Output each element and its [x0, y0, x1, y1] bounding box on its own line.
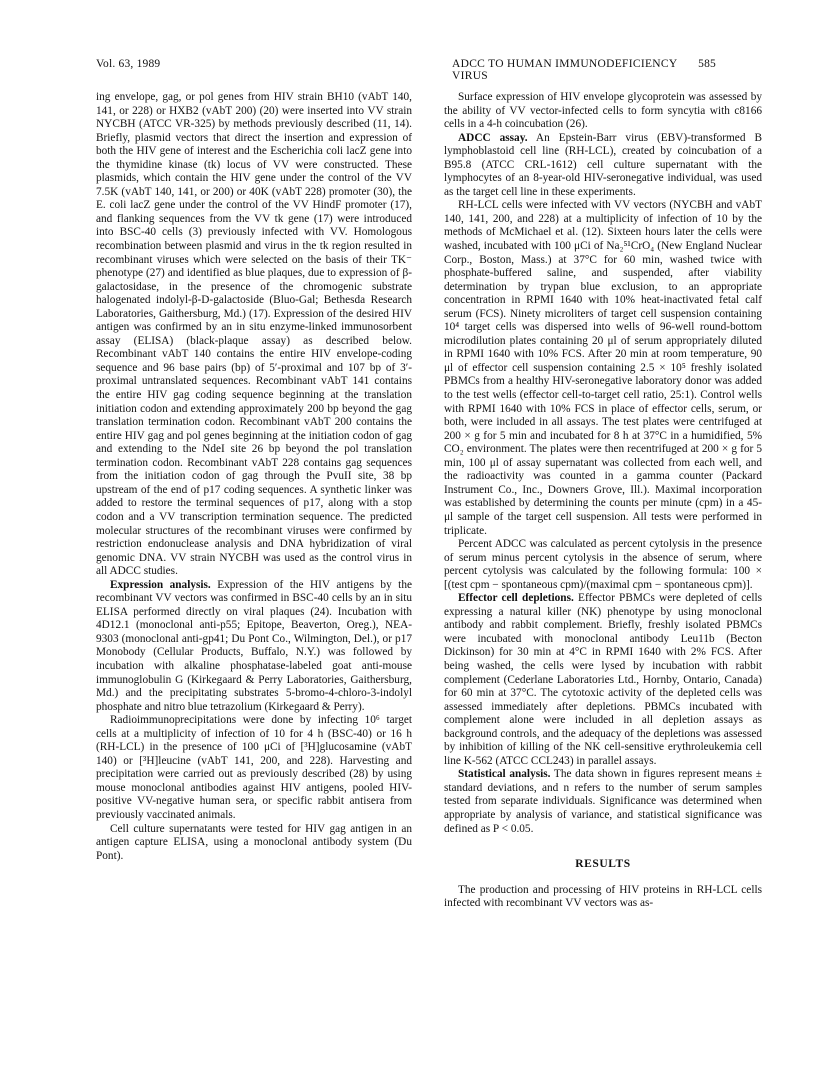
percent-adcc-paragraph: Percent ADCC was calculated as percent cytolysis in the presence of serum minus percent cytolysis in the absence of serum, where percent cytolysis was calculated by the following formula: 100 × [(test cpm − spontaneous cpm)/(maximal cpm − spontaneous cpm)].: [444, 538, 762, 591]
effector-depletion-heading: Effector cell depletions.: [458, 592, 574, 605]
results-first-paragraph: The production and processing of HIV proteins in RH-LCL cells infected with recombinant VV vectors was as-: [444, 883, 762, 910]
running-header: [96, 58, 716, 82]
volume-label: Vol. 63, 1989: [96, 58, 161, 70]
expression-analysis-text: Expression of the HIV antigens by the recombinant VV vectors was confirmed in BSC-40 cells by an in situ ELISA performed directly on viral plaques (24). Incubation with 4D12.1 (monoclonal anti-p55; Epitope, Beaverton, Oreg.), NEA-9303 (monoclonal anti-gp41; Du Pont Co., Wilmington, Del.), or p17 Monobody (Cellular Products, Buffalo, N.Y.) was followed by incubation with alkaline phosphatase-labeled goat anti-mouse immunoglobulin G (Kirkegaard & Perry Laboratories, Gaithersburg, Md.) and the precipitating substrates 5-bromo-4-chloro-3-indolyl phosphate and nitro blue tetrazolium (Kirkegaard & Perry).: [96, 578, 412, 713]
expression-analysis-heading: Expression analysis.: [110, 578, 211, 591]
radioimmunoprecipitation-paragraph: Radioimmunoprecipitations were done by infecting 10⁶ target cells at a multiplicity of infection of 10 for 4 h (BSC-40) or 16 h (RH-LCL) in the presence of 100 μCi of [³H]glucosamine (vAbT 140) or [³H]leucine (vAbT 141, 200, and 228). Harvesting and precipitation were carried out as previously described (28) by using mouse monoclonal antibodies against HIV antigens, pooled HIV-positive VV-negative human sera, or specific rabbit antisera from previously vaccinated animals.: [96, 714, 412, 821]
effector-depletion-text: Effector PBMCs were depleted of cells expressing a natural killer (NK) phenotype by using monoclonal antibody and rabbit complement. Briefly, freshly isolated PBMCs were incubated with monoclonal antibody Leu11b (Becton Dickinson) for 30 min at 4°C in RPMI 1640 with 2% FCS. After being washed, the cells were lysed by incubation with rabbit complement (Cederlane Laboratories Ltd., Hornby, Ontario, Canada) for 60 min at 37°C. The cytotoxic activity of the depleted cells was assessed immediately after depletions. PBMCs incubated with complement alone were included in all depletion assays as background controls, and the adequacy of the depletions was assessed by inhibition of killing of the NK cell-sensitive erythroleukemia cell line K-562 (ATCC CCL243) in parallel assays.: [444, 592, 762, 767]
adcc-assay-paragraph: [444, 132, 762, 200]
effector-depletion-paragraph: [444, 592, 762, 768]
antigen-capture-paragraph: Cell culture supernatants were tested for HIV gag antigen in an antigen capture ELISA, using a monoclonal antibody system (Du Pont).: [96, 822, 412, 862]
left-column: [96, 91, 412, 863]
adcc-assay-heading: ADCC assay.: [458, 131, 528, 144]
infection-protocol-paragraph: RH-LCL cells were infected with VV vectors (NYCBH and vAbT 140, 141, 200, and 228) at a multiplicity of infection of 10 by the methods of McMichael et al. (12). Sixteen hours later the cells were washed, incubated with 100 μCi of Na₂⁵¹CrO₄ (New England Nuclear Corp., Boston, Mass.) at 37°C for 60 min, washed twice with phosphate-buffered saline, and suspended, after viability determination by trypan blue exclusion, to an appropriate concentration in RPMI 1640 with 10% heat-inactivated fetal calf serum (FCS). Ninety microliters of target cell suspension containing 10⁴ target cells was dispersed into wells of 96-well round-bottom microdilution plates containing 20 μl of serum appropriately diluted in RPMI 1640 with 10% FCS. After 20 min at room temperature, 90 μl of effector cell suspension containing 2.5 × 10⁵ freshly isolated PBMCs from a healthy HIV-seronegative laboratory donor was added to the test wells (effector cell-to-target cell ratio, 25:1). Control wells with RPMI 1640 with 10% FCS in place of effector cells, serum, or both, were included in all assays. The test plates were centrifuged at 200 × g for 5 min and incubated for 8 h at 37°C in a humidified, 5% CO₂ environment. The plates were then recentrifuged at 200 × g for 5 min, 100 μl of assay supernatant was collected from each well, and the radioactivity was counted in a gamma counter (Packard Instrument Co., Inc., Downers Grove, Ill.). Maximal incorporation was established by determining the counts per minute (cpm) in a 45-μl sample of the target cell suspension. All tests were performed in triplicate.: [444, 199, 762, 537]
methods-paragraph-recombinants: ing envelope, gag, or pol genes from HIV strain BH10 (vAbT 140, 141, or 228) or HXB2 (vAbT 200) (20) were inserted into VV strain NYCBH (ATCC VR-325) by methods previously described (11, 14). Briefly, plasmid vectors that direct the insertion and expression of both the HIV gene of interest and the Escherichia coli lacZ gene into the thymidine kinase (tk) locus of VV were constructed. These plasmids, which contain the HIV gene under the control of the VV 7.5K (vAbT 140, 141, or 200) or 40K (vAbT 228) promoter (30), the E. coli lacZ gene under the control of the VV HindF promoter (17), and flanking sequences from the VV tk gene (17) were introduced into BSC-40 cells (3) previously infected with VV. Homologous recombination between plasmid and virus in the tk region resulted in recombinant viruses which were selected on the basis of their TK⁻ phenotype (27) and identified as blue plaques, due to expression of β-galactosidase, in the presence of the chromogenic substrate halogenated indolyl-β-D-galactoside (Bluo-Gal; Bethesda Research Laboratories, Gaithersburg, Md.) (17). Expression of the desired HIV antigen was confirmed by an in situ enzyme-linked immunosorbent assay (ELISA) (black-plaque assay) as described below. Recombinant vAbT 140 contains the entire HIV envelope-coding sequence and 96 base pairs (bp) of 5′-proximal and 107 bp of 3′-proximal untranslated sequences. Recombinant vAbT 141 contains the entire HIV gag coding sequence beginning at the translation initiation codon and extending approximately 200 bp beyond the gag translation termination codon. Recombinant vAbT 200 contains the entire HIV gag and pol genes beginning at the initiation codon of gag and extending to the NdeI site 26 bp beyond the pol translation termination codon. Recombinant vAbT 228 contains gag sequences from the initiation codon of gag through the PvuII site, 38 bp upstream of the end of p17 coding sequences. A synthetic linker was added to restore the terminal sequences of p17, along with a stop codon and a VV transcription termination sequence. The predicted molecular structures of the recombinant viruses were confirmed by restriction endonuclease analysis and DNA hybridization of viral genomic DNA. VV strain NYCBH was used as the control virus in all ADCC studies.: [96, 91, 412, 578]
results-heading: RESULTS: [575, 858, 631, 871]
statistical-analysis-text: The data shown in figures represent means ± standard deviations, and n refers to the number of serum samples tested from separate individuals. Significance was determined when appropriate by analysis of variance, and statistical significance was defined as P < 0.05.: [444, 768, 762, 835]
page-number: 585: [698, 58, 716, 70]
surface-expression-paragraph: Surface expression of HIV envelope glycoprotein was assessed by the ability of VV vector-infected cells to form syncytia with c8166 cells in a 4-h coincubation (26).: [444, 91, 762, 131]
running-title: ADCC TO HUMAN IMMUNODEFICIENCY VIRUS: [452, 58, 678, 82]
expression-analysis-paragraph: [96, 579, 412, 714]
statistical-analysis-paragraph: [444, 768, 762, 836]
adcc-assay-text: An Epstein-Barr virus (EBV)-transformed B lymphoblastoid cell line (RH-LCL), created by coincubation of a B95.8 (ATCC CRL-1612) cell culture supernatant with the lymphocytes of an 8-year-old HIV-seronegative individual, was used as the target cell line in these experiments.: [444, 131, 762, 198]
statistical-analysis-heading: Statistical analysis.: [458, 768, 551, 781]
right-column: [444, 91, 762, 911]
